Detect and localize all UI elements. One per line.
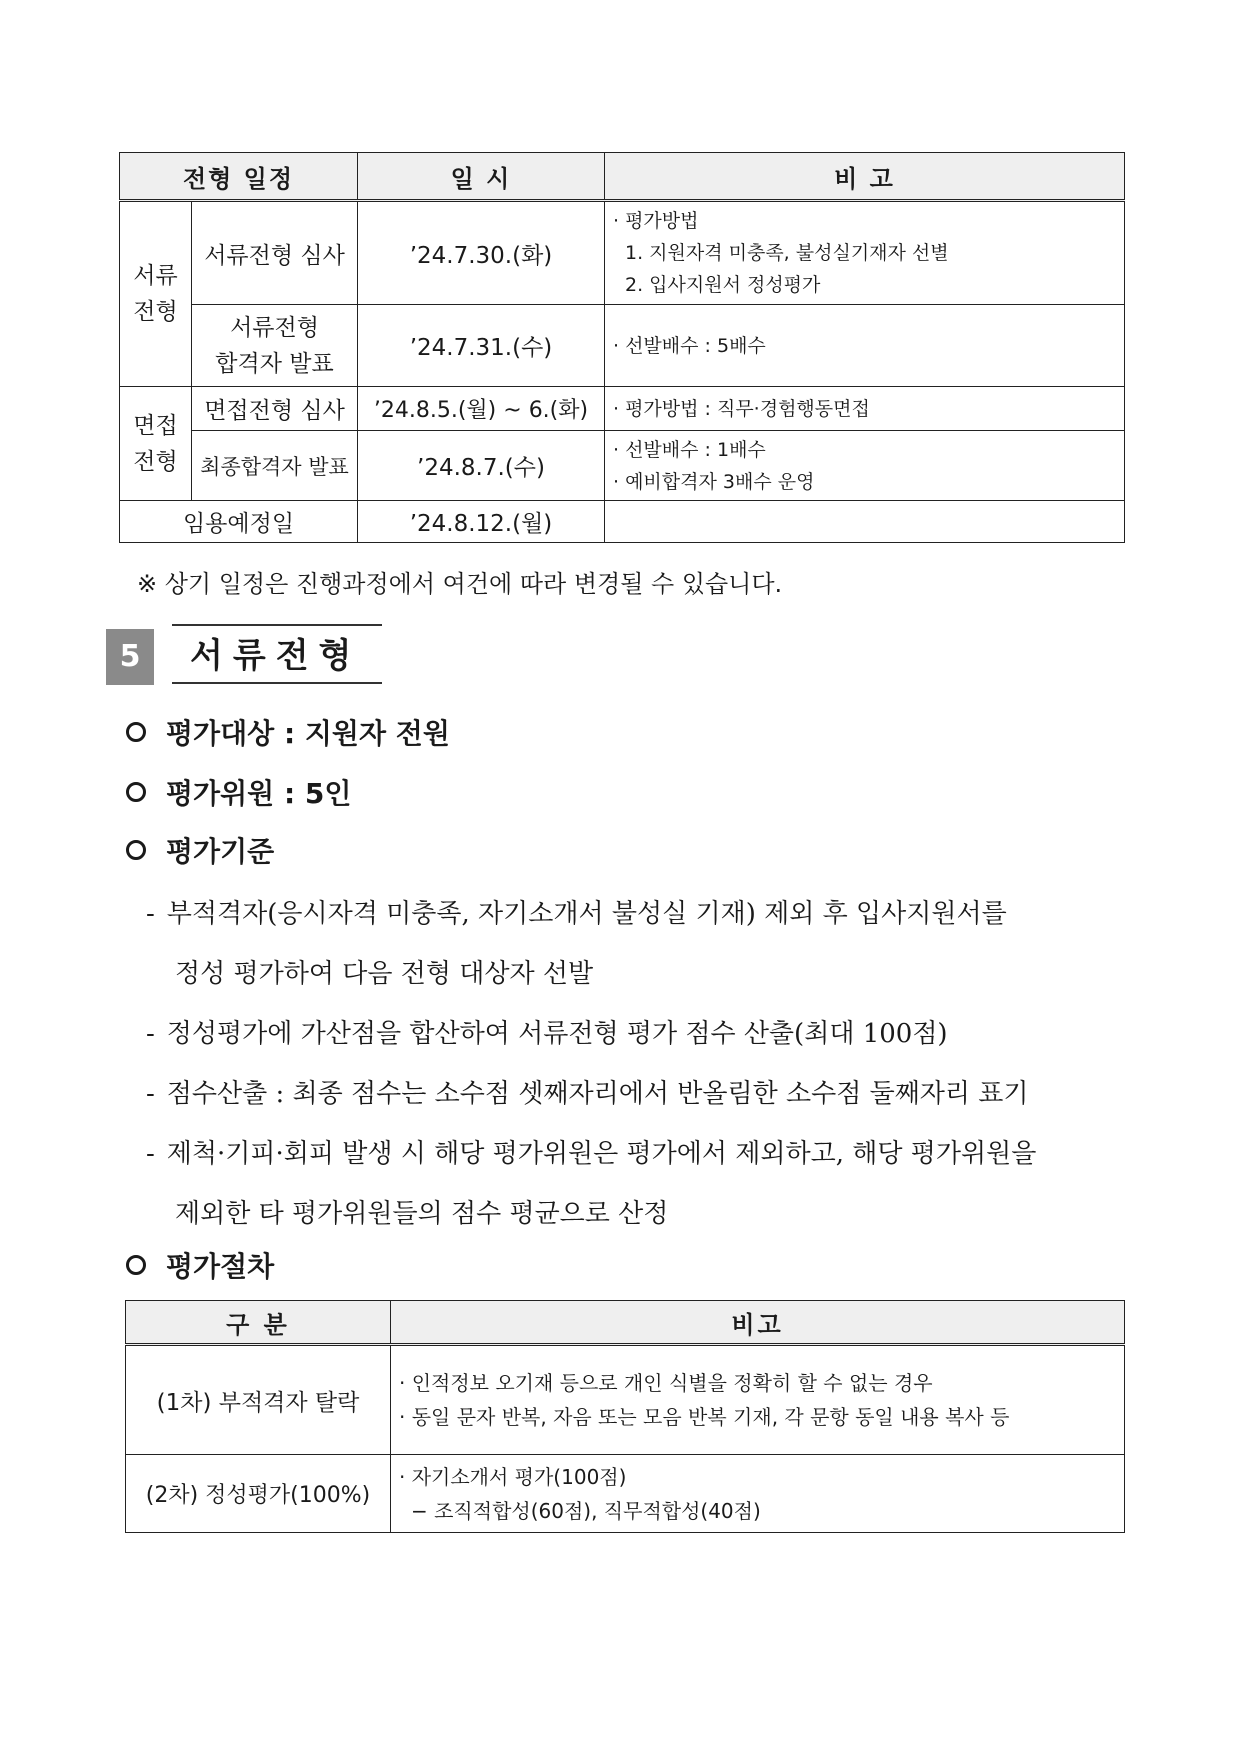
note-line: · 선발배수 : 1배수 — [613, 438, 766, 461]
bullet-procedure — [126, 1245, 274, 1285]
header-category: 구 분 — [126, 1301, 391, 1345]
table-row — [120, 431, 1125, 501]
circle-bullet-icon — [126, 1255, 146, 1275]
table-row — [120, 501, 1125, 543]
note-line: · 자기소개서 평가(100점) — [399, 1464, 627, 1489]
note-cell — [605, 305, 1125, 387]
criteria-item: - 제척·기피·회피 발생 시 해당 평가위원은 평가에서 제외하고, 해당 평가위원을 — [146, 1139, 1037, 1169]
schedule-header-row — [120, 153, 1125, 201]
table-row — [126, 1455, 1125, 1533]
bullet-text: 평가기준 — [166, 835, 275, 868]
date-cell: ’24.7.30.(화) — [358, 201, 605, 305]
note-line: · 동일 문자 반복, 자음 또는 모음 반복 기재, 각 문항 동일 내용 복사 등 — [399, 1405, 1010, 1429]
stage-cell — [192, 305, 358, 387]
stage-line: 서류전형 — [230, 314, 319, 341]
procedure-table — [125, 1300, 1125, 1533]
bullet-text: 평가위원 : 5인 — [166, 777, 352, 810]
stage-cell: 면접전형 심사 — [192, 387, 358, 431]
circle-bullet-icon — [126, 782, 146, 802]
note-line: · 인적정보 오기재 등으로 개인 식별을 정확히 할 수 없는 경우 — [399, 1371, 933, 1395]
bullet-criteria — [126, 830, 274, 870]
bullet-text: 평가절차 — [166, 1250, 275, 1283]
note-cell — [391, 1345, 1125, 1455]
bullet-target — [126, 712, 450, 752]
circle-bullet-icon — [126, 722, 146, 742]
date-cell: ’24.8.12.(월) — [358, 501, 605, 543]
note-cell — [605, 201, 1125, 305]
note-line: · 선발배수 : 5배수 — [613, 334, 766, 357]
criteria-continuation: 정성 평가하여 다음 전형 대상자 선발 — [175, 959, 594, 989]
schedule-table — [119, 152, 1125, 543]
table-row — [120, 387, 1125, 431]
date-cell: ’24.8.5.(월) ~ 6.(화) — [358, 387, 605, 431]
criteria-text: 정성평가에 가산점을 합산하여 서류전형 평가 점수 산출(최대 100점) — [166, 1019, 948, 1049]
header-stage: 전형 일정 — [120, 153, 358, 201]
procedure-header-row — [126, 1301, 1125, 1345]
date-cell: ’24.8.7.(수) — [358, 431, 605, 501]
date-cell: ’24.7.31.(수) — [358, 305, 605, 387]
stage-cell: 최종합격자 발표 — [192, 431, 358, 501]
note-cell — [605, 431, 1125, 501]
criteria-continuation: 제외한 타 평가위원들의 점수 평균으로 산정 — [175, 1199, 669, 1229]
stage-cell: 서류전형 심사 — [192, 201, 358, 305]
criteria-item: - 점수산출 : 최종 점수는 소수점 셋째자리에서 반올림한 소수점 둘째자리 표기 — [146, 1079, 1029, 1109]
criteria-text: 부적격자(응시자격 미충족, 자기소개서 불성실 기재) 제외 후 입사지원서를 — [166, 899, 1007, 929]
header-date: 일 시 — [358, 153, 605, 201]
stage-cell: 임용예정일 — [120, 501, 358, 543]
table-row — [126, 1345, 1125, 1455]
note-line: 2. 입사지원서 정성평가 — [625, 274, 821, 296]
header-note: 비고 — [391, 1301, 1125, 1345]
group-document: 서류 전형 — [120, 201, 192, 387]
table-row — [120, 201, 1125, 305]
note-line: · 평가방법 — [613, 210, 699, 232]
table-row — [120, 305, 1125, 387]
note-line: 1. 지원자격 미충족, 불성실기재자 선별 — [625, 242, 949, 264]
bullet-text: 평가대상 : 지원자 전원 — [166, 717, 450, 750]
schedule-footnote: ※ 상기 일정은 진행과정에서 여건에 따라 변경될 수 있습니다. — [137, 570, 783, 598]
header-note: 비 고 — [605, 153, 1125, 201]
section-number: 5 — [106, 629, 154, 685]
stage-cell: (1차) 부적격자 탈락 — [126, 1345, 391, 1455]
criteria-item: - 정성평가에 가산점을 합산하여 서류전형 평가 점수 산출(최대 100점) — [146, 1019, 948, 1049]
note-line: · 평가방법 : 직무·경험행동면접 — [613, 397, 870, 420]
note-line: · 예비합격자 3배수 운영 — [613, 470, 815, 493]
note-cell — [605, 501, 1125, 543]
group-interview: 면접 전형 — [120, 387, 192, 501]
criteria-text: 제척·기피·회피 발생 시 해당 평가위원은 평가에서 제외하고, 해당 평가위원을 — [166, 1139, 1037, 1169]
note-line: − 조직적합성(60점), 직무적합성(40점) — [411, 1498, 761, 1523]
stage-line: 합격자 발표 — [215, 350, 334, 377]
note-cell — [605, 387, 1125, 431]
bullet-members — [126, 772, 351, 812]
note-cell — [391, 1455, 1125, 1533]
criteria-item: - 부적격자(응시자격 미충족, 자기소개서 불성실 기재) 제외 후 입사지원서를 — [146, 899, 1007, 929]
circle-bullet-icon — [126, 840, 146, 860]
section-title: 서류전형 — [172, 624, 382, 684]
stage-cell: (2차) 정성평가(100%) — [126, 1455, 391, 1533]
criteria-text: 점수산출 : 최종 점수는 소수점 셋째자리에서 반올림한 소수점 둘째자리 표기 — [166, 1079, 1029, 1109]
